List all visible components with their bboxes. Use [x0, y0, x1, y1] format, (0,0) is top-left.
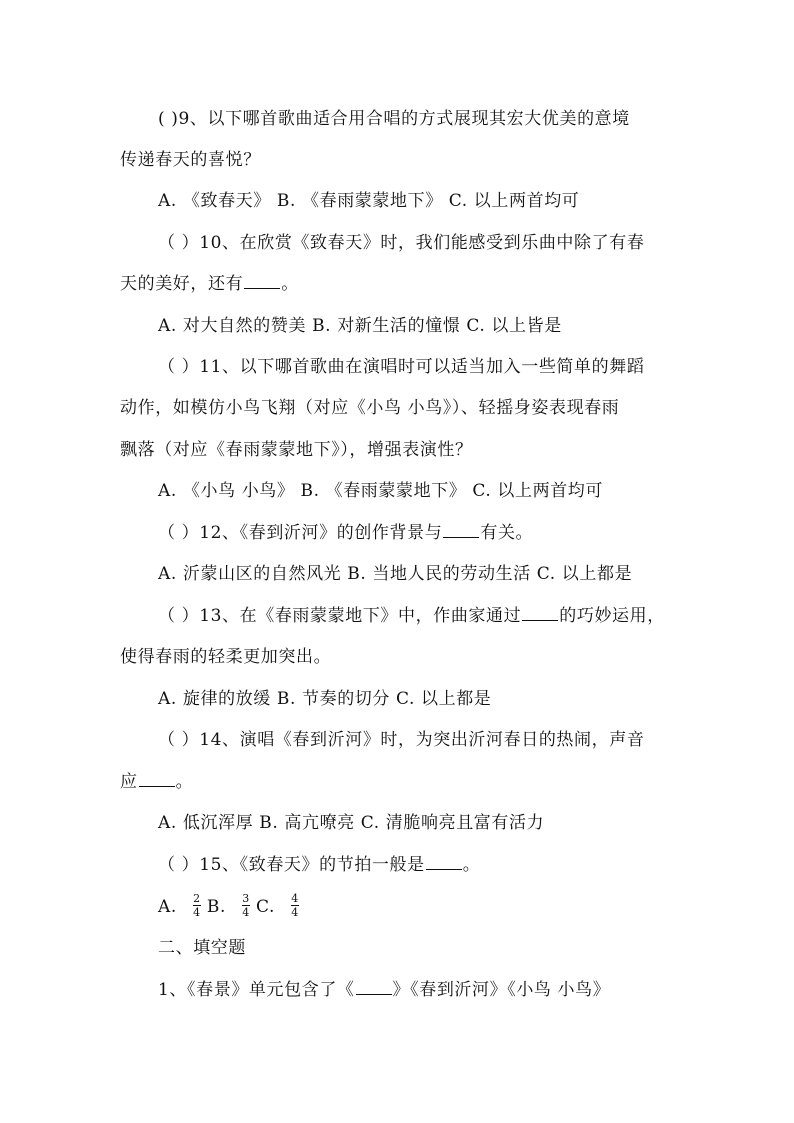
fill-q1-end: 》《春到沂河》《小鸟 小鸟》 [392, 980, 611, 1000]
q10-line1: （ ）10、在欣赏《致春天》时，我们能感受到乐曲中除了有春 [158, 233, 645, 253]
answer-blank [426, 853, 462, 870]
q9-line1: ( )9、以下哪首歌曲适合用合唱的方式展现其宏大优美的意境 [158, 109, 630, 129]
q14-line2-end: 。 [175, 772, 194, 792]
q13-line1 [158, 604, 690, 628]
q9-options: A. 《致春天》 B. 《春雨蒙蒙地下》 C. 以上两首均可 [158, 191, 580, 211]
q14-line2 [120, 770, 690, 794]
q15-line1-end: 。 [462, 855, 481, 875]
answer-blank [522, 604, 558, 621]
q14-line2-text: 应 [120, 772, 138, 792]
answer-blank [356, 978, 392, 995]
q12-line1-text: （ ）12、《春到沂河》的创作背景与 [158, 523, 443, 543]
q13-line1-text: （ ）13、在《春雨蒙蒙地下》中，作曲家通过 [158, 606, 522, 626]
q15-line1 [158, 853, 690, 877]
fraction-four-four: $\frac{4}{4}$ [291, 892, 299, 919]
fill-q1-text: 1、《春景》单元包含了《 [158, 980, 355, 1000]
q14-options: A. 低沉浑厚 B. 高亢嘹亮 C. 清脆响亮且富有活力 [158, 813, 545, 833]
q12-line1-end: 有关。 [480, 523, 534, 543]
q12-options: A. 沂蒙山区的自然风光 B. 当地人民的劳动生活 C. 以上都是 [158, 564, 633, 584]
q10-line2 [120, 272, 690, 296]
q14-line1: （ ）14、演唱《春到沂河》时，为突出沂河春日的热闹，声音 [158, 730, 645, 750]
answer-blank [443, 521, 479, 538]
q12-line1 [158, 521, 690, 545]
q13-options: A. 旋律的放缓 B. 节奏的切分 C. 以上都是 [158, 689, 492, 709]
q15-option-a-label: A. [158, 897, 177, 917]
answer-blank [139, 770, 175, 787]
q10-line2-text: 天的美好，还有 [120, 274, 244, 294]
answer-blank [244, 272, 280, 289]
q13-line1-end: 的巧妙运用， [559, 606, 665, 626]
q10-line2-end: 。 [281, 274, 299, 294]
q15-options [158, 892, 690, 920]
q9-line2: 传递春天的喜悦？ [120, 150, 261, 170]
q11-options: A. 《小鸟 小鸟》 B. 《春雨蒙蒙地下》 C. 以上两首均可 [158, 481, 604, 501]
q10-options: A. 对大自然的赞美 B. 对新生活的憧憬 C. 以上皆是 [158, 316, 562, 336]
q15-option-c-label: C. [256, 897, 276, 917]
q11-line3: 飘落（对应《春雨蒙蒙地下》），增强表演性？ [120, 440, 473, 460]
fraction-three-four: $\frac{3}{4}$ [242, 892, 250, 919]
q11-line2: 动作，如模仿小鸟飞翔（对应《小鸟 小鸟》）、轻摇身姿表现春雨 [120, 398, 620, 418]
section-heading: 二、填空题 [158, 938, 246, 958]
q11-line1: （ ）11、以下哪首歌曲在演唱时可以适当加入一些简单的舞蹈 [158, 357, 645, 377]
q13-line2: 使得春雨的轻柔更加突出。 [120, 647, 332, 667]
fraction-two-four: $\frac{2}{4}$ [193, 892, 201, 919]
q15-line1-text: （ ）15、《致春天》的节拍一般是 [158, 855, 425, 875]
q15-option-b-label: B. [206, 897, 227, 917]
fill-q1 [158, 978, 690, 1002]
